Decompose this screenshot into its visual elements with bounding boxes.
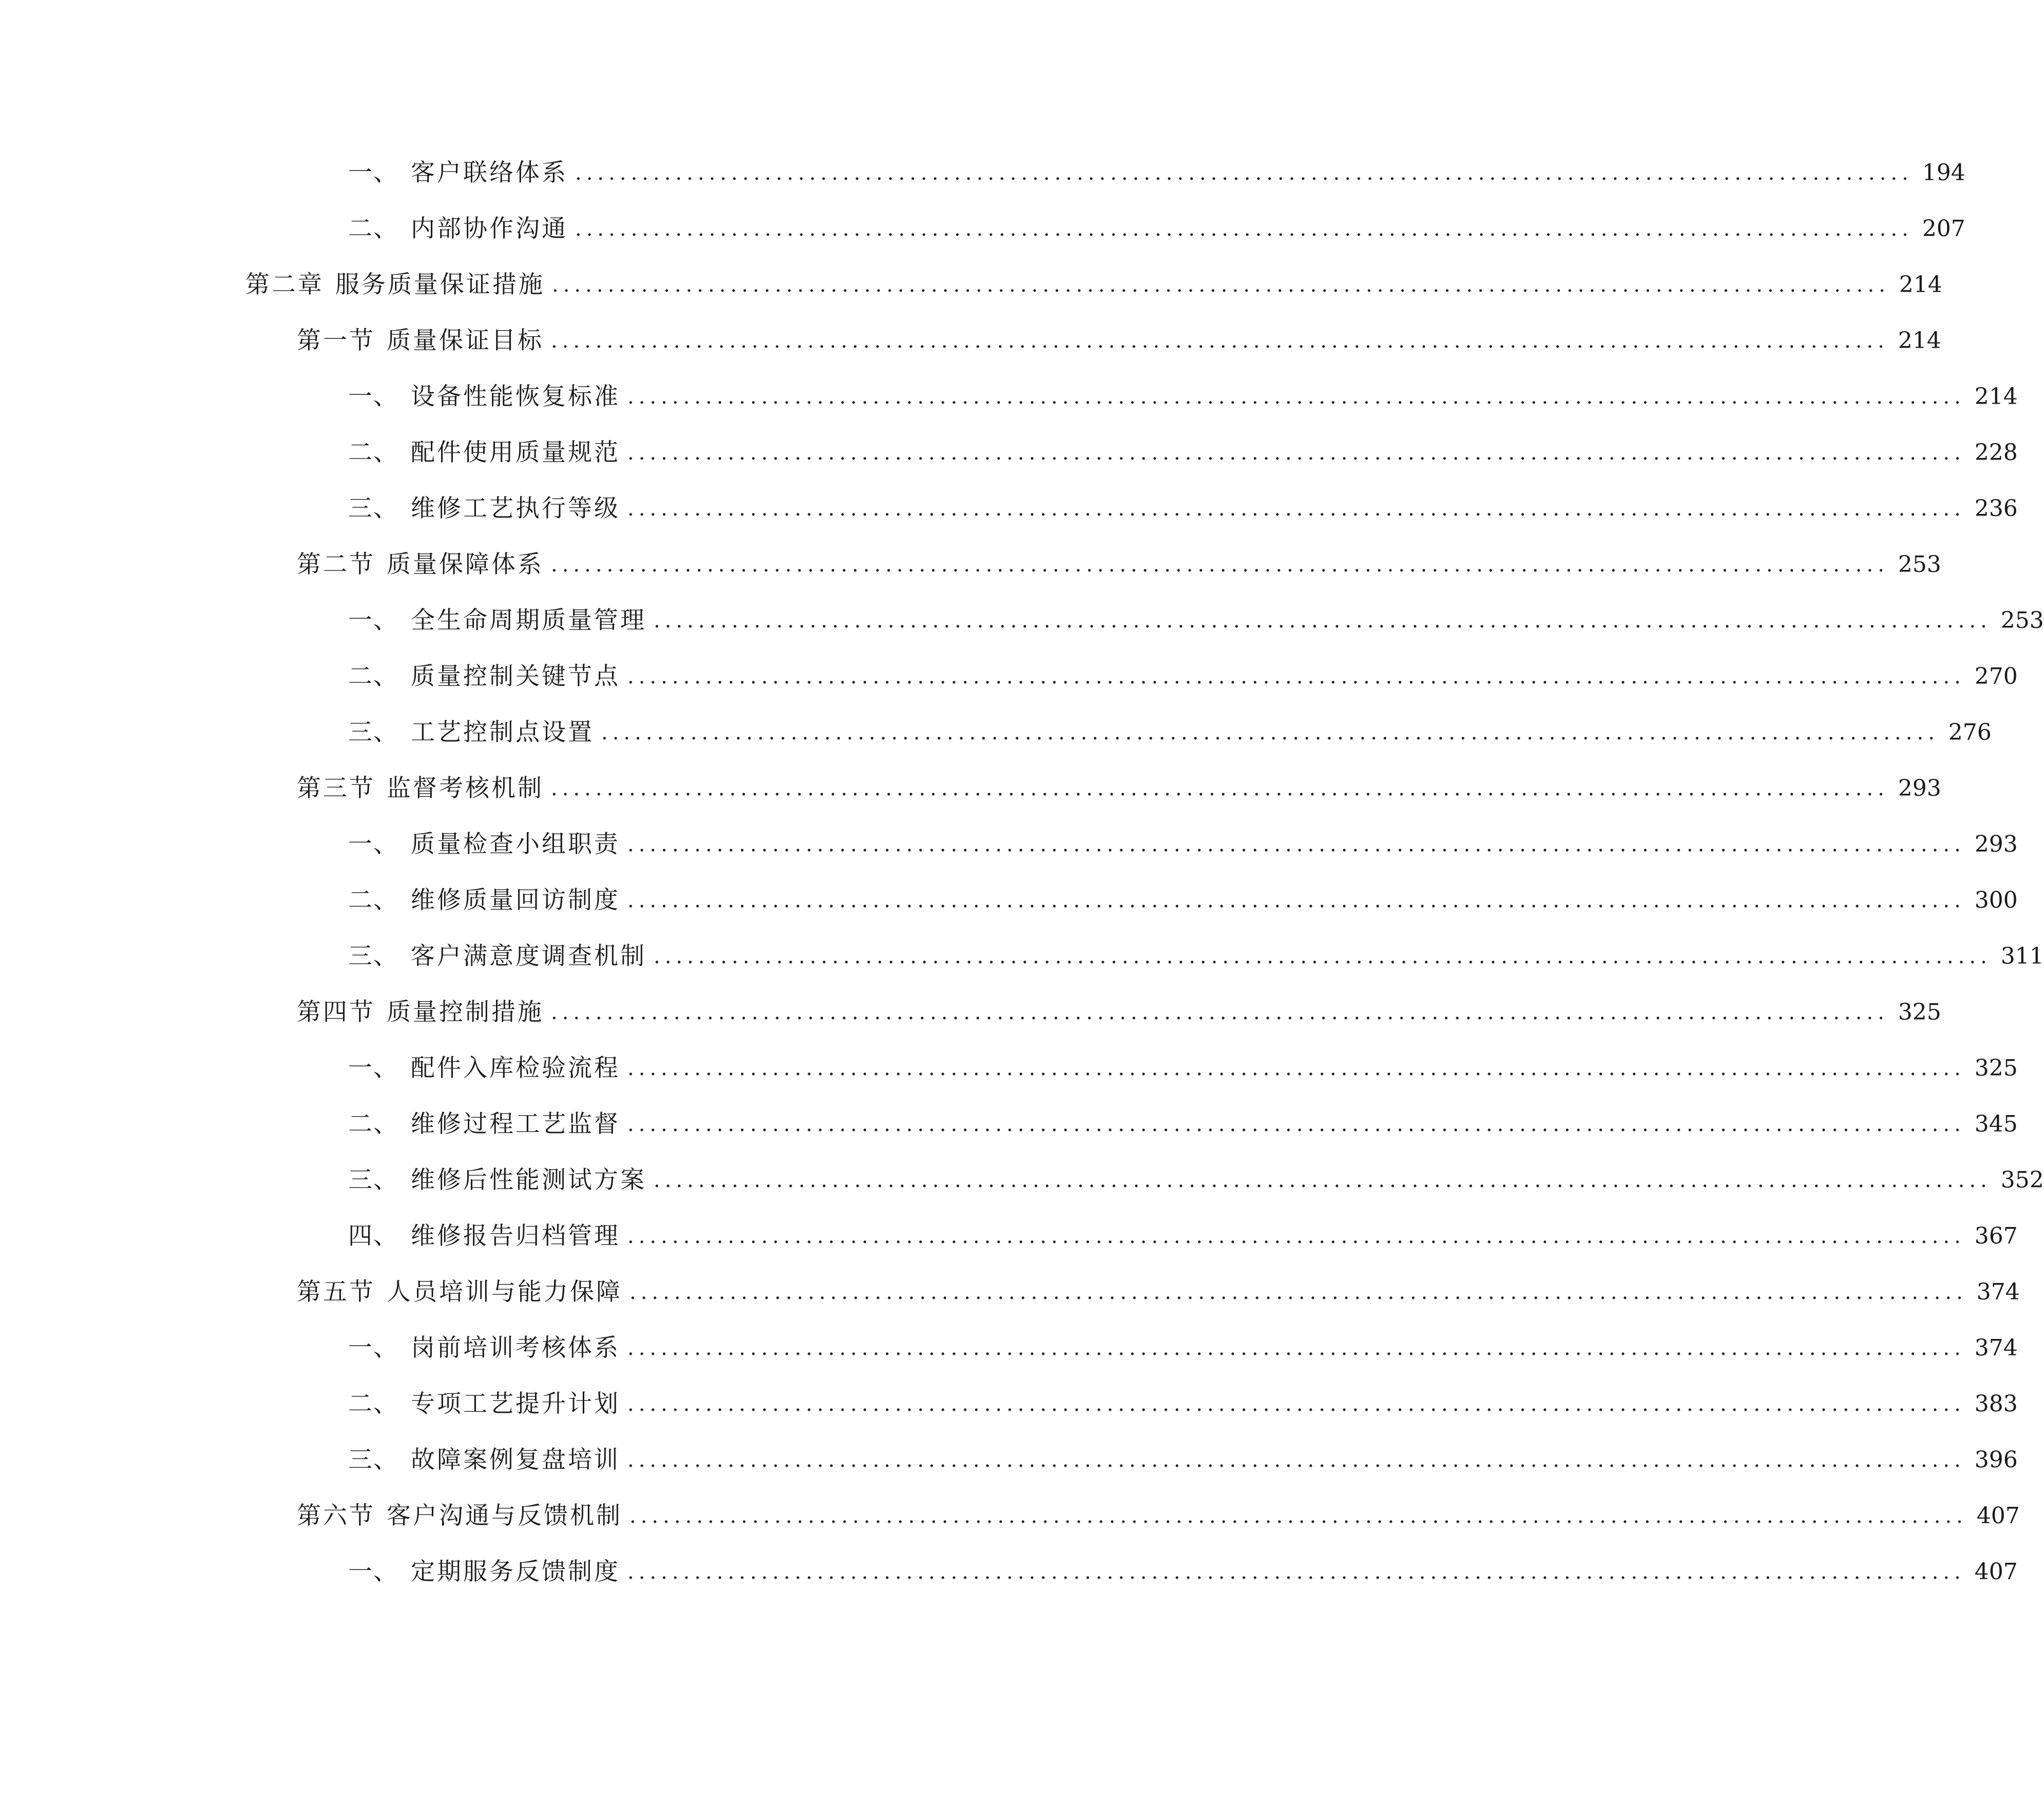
- toc-entry-page: 311: [2000, 943, 2044, 969]
- toc-entry-title: 工艺控制点设置: [411, 718, 594, 746]
- toc-entry-page: 374: [1976, 1279, 2020, 1305]
- toc-entry[interactable]: [348, 1104, 2018, 1145]
- toc-entry-number: 第一节: [297, 327, 375, 355]
- toc-entry[interactable]: [348, 1216, 2018, 1257]
- toc-entry-section[interactable]: [297, 768, 1941, 809]
- toc-entry-title: 内部协作沟通: [411, 215, 568, 243]
- dot-leader: ........................................................................................................................: [627, 1448, 1965, 1472]
- toc-entry-page: 345: [1974, 1111, 2018, 1137]
- toc-entry[interactable]: [348, 656, 2018, 697]
- toc-entry-page: 352: [2000, 1167, 2044, 1193]
- toc-entry-number: 二、: [348, 438, 398, 467]
- toc-entry-number: 第四节: [297, 998, 375, 1026]
- toc-entry-number: 一、: [348, 606, 398, 635]
- toc-entry-title: 质量保证目标: [387, 327, 544, 355]
- toc-entry[interactable]: [348, 488, 2018, 529]
- toc-entry-page: 228: [1974, 439, 2018, 466]
- toc-entry-title: 质量控制措施: [387, 998, 544, 1026]
- toc-entry[interactable]: [348, 1551, 2018, 1593]
- toc-entry-page: 214: [1899, 272, 1942, 298]
- toc-entry-title: 维修后性能测试方案: [411, 1166, 646, 1194]
- toc-entry-title: 客户联络体系: [411, 159, 568, 187]
- dot-leader: ........................................................................................................................: [627, 1336, 1965, 1360]
- toc-entry-number: 四、: [348, 1222, 398, 1250]
- toc-entry[interactable]: [348, 712, 1992, 753]
- toc-entry-number: 三、: [348, 942, 398, 970]
- toc-entry-page: 293: [1898, 775, 1941, 801]
- dot-leader: ........................................................................................................................: [601, 721, 1939, 744]
- toc-entry[interactable]: [348, 152, 1965, 194]
- toc-entry[interactable]: [348, 1160, 2044, 1201]
- dot-leader: ........................................................................................................................: [629, 1280, 1967, 1304]
- toc-entry-title: 客户沟通与反馈机制: [387, 1502, 622, 1530]
- toc-entry-number: 二、: [348, 1110, 398, 1138]
- toc-entry-page: 383: [1974, 1391, 2018, 1417]
- toc-entry-page: 276: [1948, 719, 1992, 745]
- toc-entry-number: 一、: [348, 830, 398, 858]
- toc-entry[interactable]: [348, 1328, 2018, 1369]
- toc-entry-page: 207: [1922, 216, 1965, 242]
- toc-entry[interactable]: [348, 600, 2044, 641]
- toc-entry-section[interactable]: [297, 1496, 2020, 1537]
- dot-leader: ........................................................................................................................: [627, 833, 1965, 856]
- toc-entry[interactable]: [348, 432, 2018, 473]
- toc-entry-number: 第五节: [297, 1278, 375, 1306]
- toc-entry-title: 设备性能恢复标准: [411, 382, 620, 411]
- toc-entry-page: 253: [1898, 551, 1941, 578]
- toc-entry-number: 三、: [348, 494, 398, 523]
- toc-entry-title: 人员培训与能力保障: [387, 1278, 622, 1306]
- toc-entry-title: 故障案例复盘培训: [411, 1446, 620, 1474]
- toc-entry-page: 214: [1898, 328, 1941, 354]
- toc-entry[interactable]: [348, 376, 2018, 417]
- toc-entry-title: 定期服务反馈制度: [411, 1558, 620, 1586]
- toc-entry-page: 293: [1974, 831, 2018, 857]
- toc-entry-number: 一、: [348, 1054, 398, 1082]
- toc-entry-title: 服务质量保证措施: [335, 271, 545, 299]
- toc-entry-title: 质量检查小组职责: [411, 830, 620, 858]
- toc-entry-number: 第二节: [297, 550, 375, 579]
- toc-entry-page: 407: [1976, 1503, 2020, 1529]
- toc-entry-page: 325: [1974, 1055, 2018, 1081]
- dot-leader: ........................................................................................................................: [627, 385, 1965, 409]
- dot-leader: ........................................................................................................................: [627, 1113, 1965, 1136]
- dot-leader: ........................................................................................................................: [575, 161, 1913, 185]
- dot-leader: ........................................................................................................................: [629, 1504, 1967, 1528]
- toc-entry-number: 第二章: [245, 271, 324, 299]
- toc-entry-title: 客户满意度调查机制: [411, 942, 646, 970]
- toc-entry-title: 监督考核机制: [387, 774, 544, 802]
- toc-entry-section[interactable]: [297, 992, 1941, 1033]
- toc-entry-page: 325: [1898, 999, 1941, 1025]
- dot-leader: ........................................................................................................................: [627, 1224, 1965, 1248]
- dot-leader: ........................................................................................................................: [551, 777, 1889, 800]
- dot-leader: ........................................................................................................................: [627, 441, 1965, 465]
- toc-entry-page: 367: [1974, 1223, 2018, 1249]
- toc-entry-number: 二、: [348, 215, 398, 243]
- dot-leader: ........................................................................................................................: [551, 1001, 1889, 1024]
- toc-entry-title: 维修质量回访制度: [411, 886, 620, 914]
- toc-entry[interactable]: [348, 880, 2018, 921]
- toc-entry[interactable]: [348, 1440, 2018, 1481]
- toc-entry-number: 一、: [348, 159, 398, 187]
- dot-leader: ........................................................................................................................: [627, 1392, 1965, 1416]
- toc-entry-title: 维修报告归档管理: [411, 1222, 620, 1250]
- toc-entry-title: 全生命周期质量管理: [411, 606, 646, 635]
- dot-leader: ........................................................................................................................: [551, 553, 1889, 577]
- toc-entry-title: 岗前培训考核体系: [411, 1334, 620, 1362]
- toc-entry-section[interactable]: [297, 544, 1941, 585]
- toc-entry-page: 270: [1974, 663, 2018, 689]
- toc-entry-chapter[interactable]: [245, 264, 1942, 305]
- toc-entry-page: 396: [1974, 1447, 2018, 1473]
- toc-entry-number: 第三节: [297, 774, 375, 802]
- dot-leader: ........................................................................................................................: [627, 889, 1965, 912]
- toc-entry-title: 质量控制关键节点: [411, 662, 620, 691]
- toc-entry-number: 三、: [348, 1166, 398, 1194]
- toc-entry-number: 一、: [348, 1558, 398, 1586]
- toc-entry-number: 三、: [348, 718, 398, 746]
- dot-leader: ........................................................................................................................: [654, 1168, 1992, 1192]
- toc-entry-title: 维修过程工艺监督: [411, 1110, 620, 1138]
- dot-leader: ........................................................................................................................: [575, 217, 1913, 241]
- toc-entry-title: 维修工艺执行等级: [411, 494, 620, 523]
- dot-leader: ........................................................................................................................: [627, 1057, 1965, 1080]
- toc-entry-section[interactable]: [297, 320, 1941, 361]
- toc-entry-number: 二、: [348, 886, 398, 914]
- toc-entry-page: 300: [1974, 887, 2018, 913]
- dot-leader: ........................................................................................................................: [627, 665, 1965, 688]
- toc-entry-page: 253: [2000, 607, 2044, 634]
- toc-entry[interactable]: [348, 1048, 2018, 1089]
- dot-leader: ........................................................................................................................: [627, 1560, 1965, 1584]
- toc-entry-title: 配件使用质量规范: [411, 438, 620, 467]
- dot-leader: ........................................................................................................................: [654, 945, 1992, 968]
- toc-entry[interactable]: [348, 1384, 2018, 1425]
- toc-entry-page: 214: [1974, 384, 2018, 410]
- dot-leader: ........................................................................................................................: [654, 609, 1992, 633]
- dot-leader: ........................................................................................................................: [552, 273, 1890, 297]
- toc-entry-number: 二、: [348, 1390, 398, 1418]
- toc-entry-section[interactable]: [297, 1272, 2020, 1313]
- toc-entry[interactable]: [348, 824, 2018, 865]
- dot-leader: ........................................................................................................................: [551, 329, 1889, 353]
- toc-entry-number: 二、: [348, 662, 398, 691]
- toc-entry-page: 236: [1974, 495, 2018, 522]
- toc-entry[interactable]: [348, 208, 1965, 250]
- toc-entry-page: 407: [1974, 1559, 2018, 1585]
- toc-entry-title: 专项工艺提升计划: [411, 1390, 620, 1418]
- toc-entry-number: 一、: [348, 382, 398, 411]
- toc-entry-page: 194: [1922, 160, 1965, 186]
- toc-entry-title: 质量保障体系: [387, 550, 544, 579]
- toc-entry[interactable]: [348, 936, 2044, 977]
- toc-entry-title: 配件入库检验流程: [411, 1054, 620, 1082]
- toc-entry-number: 第六节: [297, 1502, 375, 1530]
- toc-entry-number: 一、: [348, 1334, 398, 1362]
- dot-leader: ........................................................................................................................: [627, 497, 1965, 521]
- toc-entry-page: 374: [1974, 1335, 2018, 1361]
- toc-entry-number: 三、: [348, 1446, 398, 1474]
